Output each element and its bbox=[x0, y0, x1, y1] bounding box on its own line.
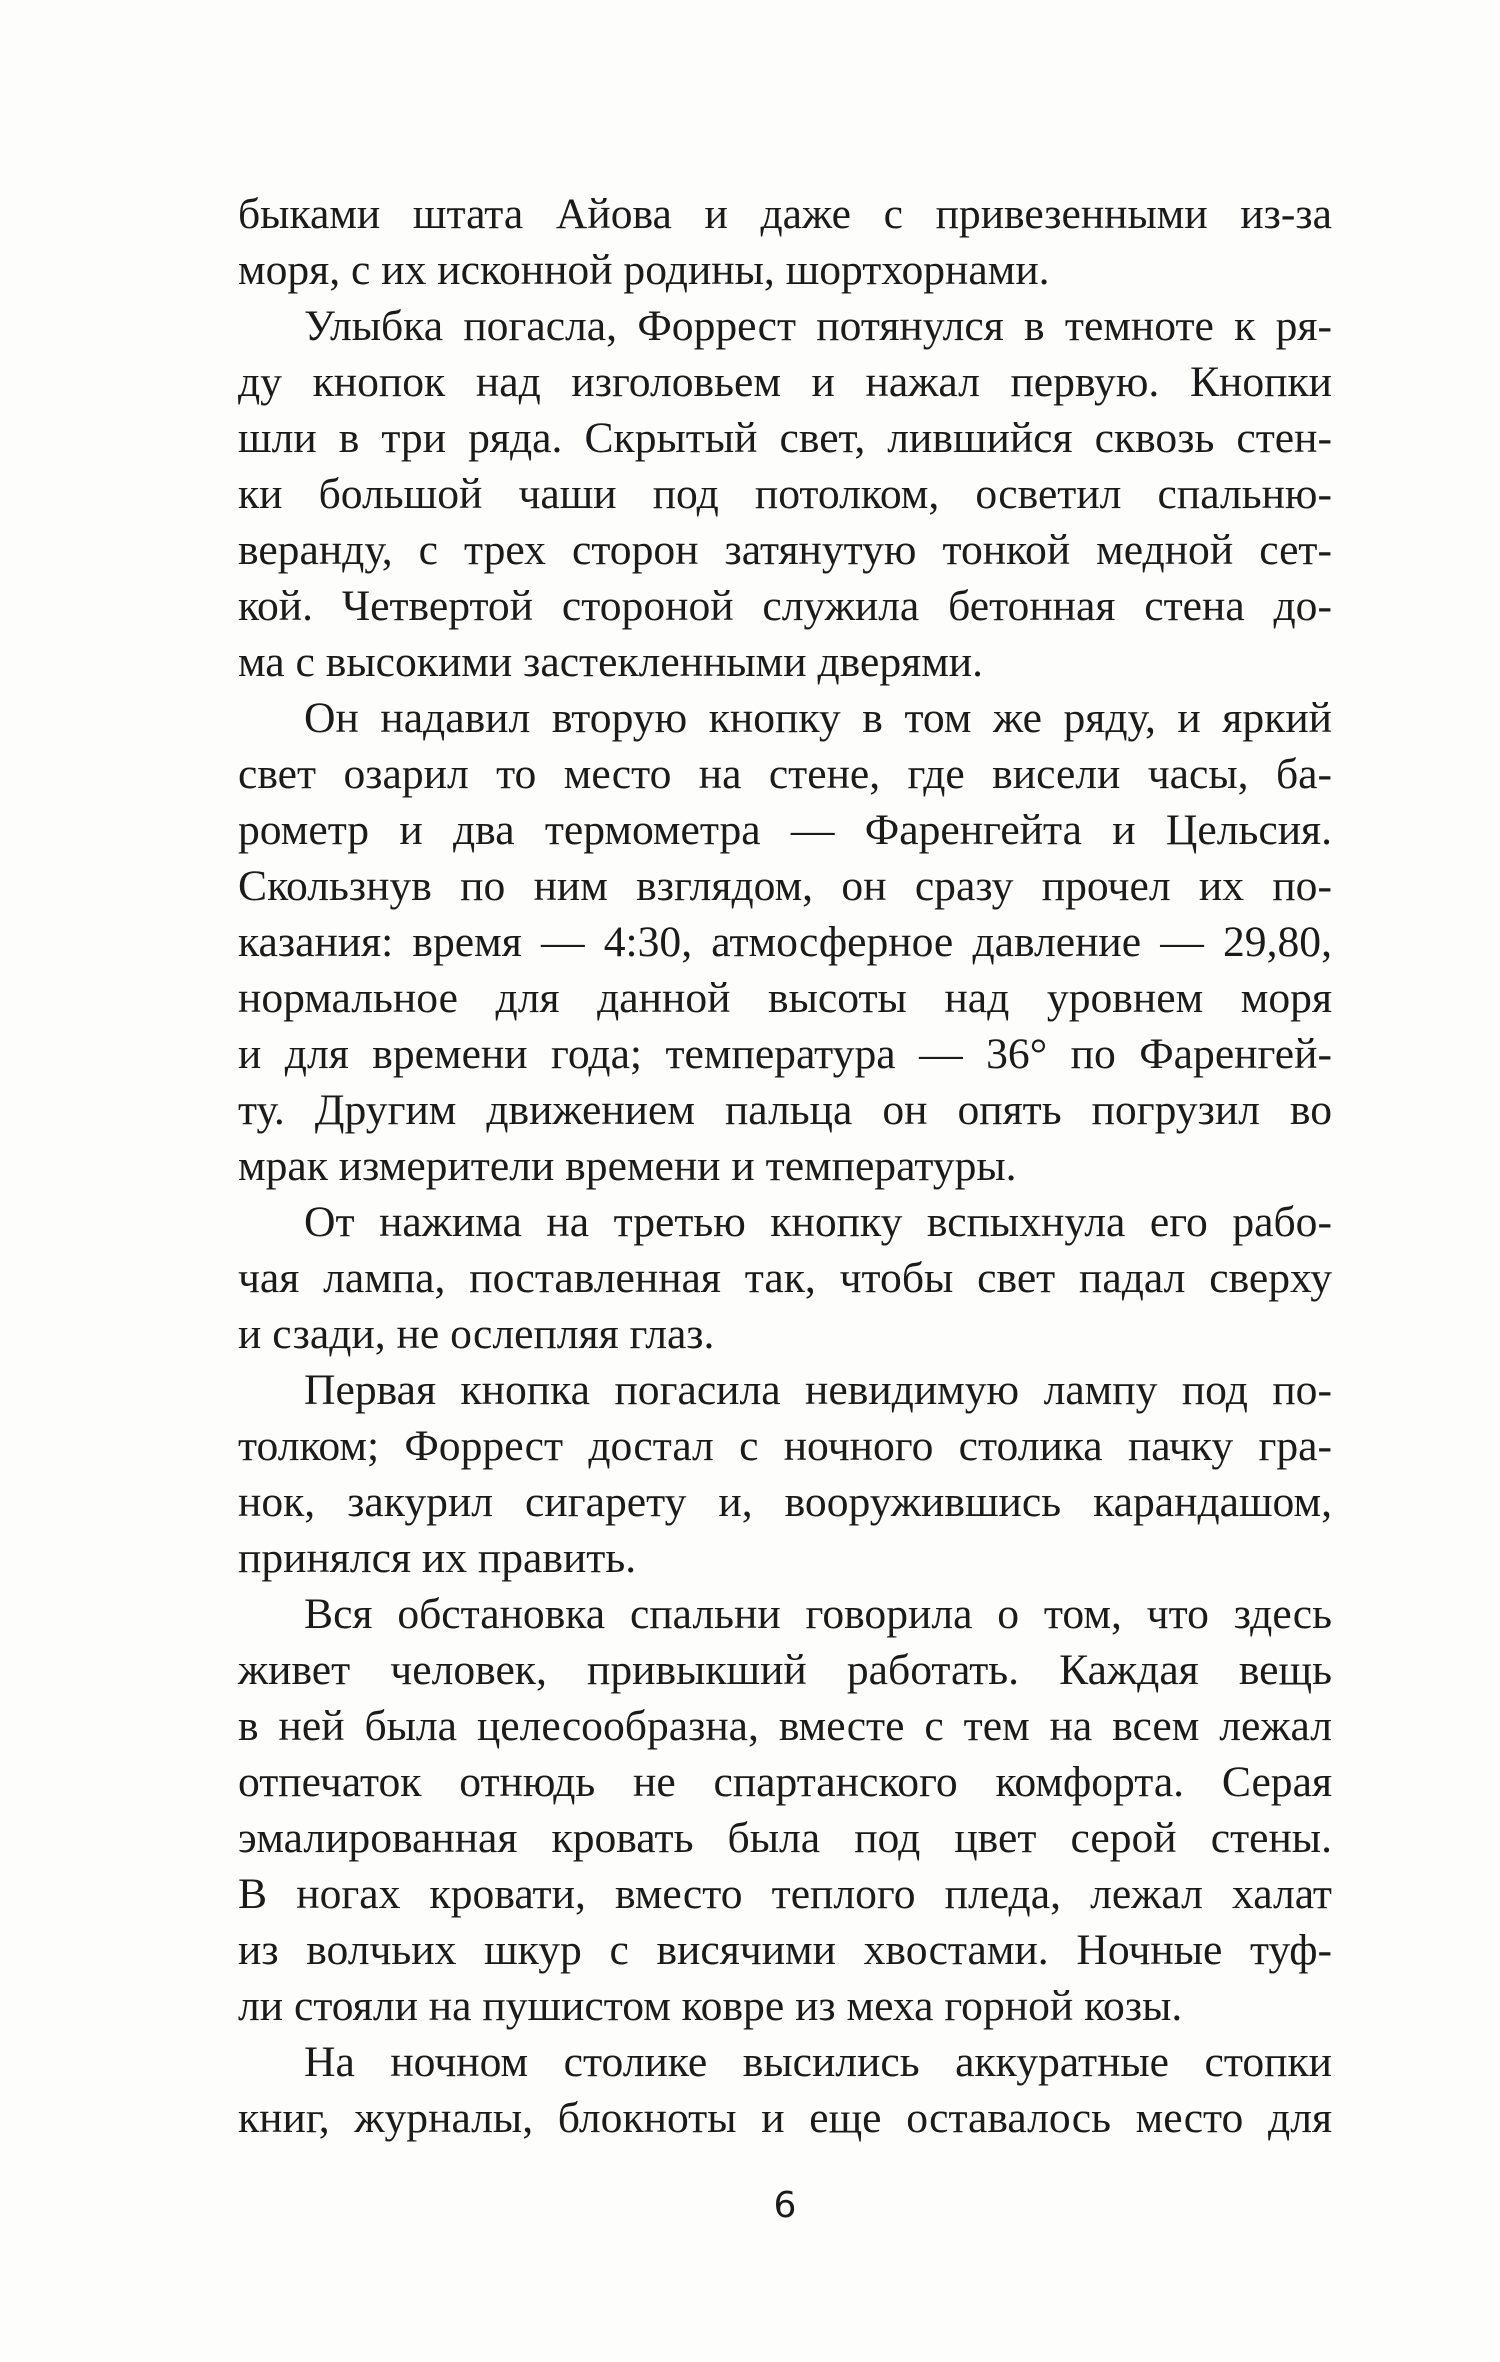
text-line: Первая кнопка погасила невидимую лампу под по- bbox=[304, 1366, 1332, 1414]
text-line: быками штата Айова и даже с привезенными из-за bbox=[238, 190, 1332, 238]
text-line: эмалированная кровать была под цвет серой стены. bbox=[238, 1814, 1332, 1862]
text-line: ду кнопок над изголовьем и нажал первую. Кнопки bbox=[238, 358, 1332, 406]
text-line: чая лампа, поставленная так, чтобы свет падал сверху bbox=[238, 1254, 1332, 1302]
text-line: живет человек, привыкший работать. Каждая вещь bbox=[238, 1646, 1332, 1694]
text-line: В ногах кровати, вместо теплого пледа, лежал халат bbox=[238, 1870, 1332, 1918]
text-line: толком; Форрест достал с ночного столика пачку гра- bbox=[238, 1422, 1332, 1470]
text-line: нормальное для данной высоты над уровнем моря bbox=[238, 974, 1332, 1022]
text-line: ли стояли на пушистом ковре из меха горной козы. bbox=[238, 1982, 1183, 2030]
text-line: книг, журналы, блокноты и еще оставалось место для bbox=[238, 2094, 1332, 2142]
text-line: в ней была целесообразна, вместе с тем на всем лежал bbox=[238, 1702, 1332, 1750]
text-line: моря, с их исконной родины, шортхорнами. bbox=[238, 246, 1050, 294]
text-line: На ночном столике высились аккуратные стопки bbox=[304, 2038, 1332, 2086]
text-line: и сзади, не ослепляя глаз. bbox=[238, 1310, 715, 1358]
text-line: и для времени года; температура — 36° по Фаренгей- bbox=[238, 1030, 1332, 1078]
text-line: рометр и два термометра — Фаренгейта и Цельсия. bbox=[238, 806, 1332, 854]
text-line: Улыбка погасла, Форрест потянулся в темноте к ря- bbox=[304, 302, 1332, 350]
text-line: отпечаток отнюдь не спартанского комфорта. Серая bbox=[238, 1758, 1332, 1806]
text-line: из волчьих шкур с висячими хвостами. Ночные туф- bbox=[238, 1926, 1332, 1974]
text-line: Вся обстановка спальни говорила о том, что здесь bbox=[304, 1590, 1332, 1638]
text-line: ма с высокими застекленными дверями. bbox=[238, 638, 984, 686]
text-line: мрак измерители времени и температуры. bbox=[238, 1142, 1017, 1190]
text-line: свет озарил то место на стене, где висели часы, ба- bbox=[238, 750, 1332, 798]
page-number: 6 bbox=[773, 2185, 797, 2226]
text-line: Скользнув по ним взглядом, он сразу прочел их по- bbox=[238, 862, 1332, 910]
text-line: шли в три ряда. Скрытый свет, лившийся сквозь стен- bbox=[238, 414, 1332, 462]
text-line: кой. Четвертой стороной служила бетонная стена до- bbox=[238, 582, 1332, 630]
text-line: веранду, с трех сторон затянутую тонкой медной сет- bbox=[238, 526, 1332, 574]
text-line: казания: время — 4:30, атмосферное давление — 29,80, bbox=[238, 918, 1332, 966]
text-line: От нажима на третью кнопку вспыхнула его рабо- bbox=[304, 1198, 1332, 1246]
text-line: ту. Другим движением пальца он опять погрузил во bbox=[238, 1086, 1332, 1134]
text-line: нок, закурил сигарету и, вооружившись карандашом, bbox=[238, 1478, 1332, 1526]
text-line: принялся их править. bbox=[238, 1534, 637, 1582]
text-line: Он надавил вторую кнопку в том же ряду, и яркий bbox=[304, 694, 1332, 742]
text-line: ки большой чаши под потолком, осветил спальню- bbox=[238, 470, 1332, 518]
